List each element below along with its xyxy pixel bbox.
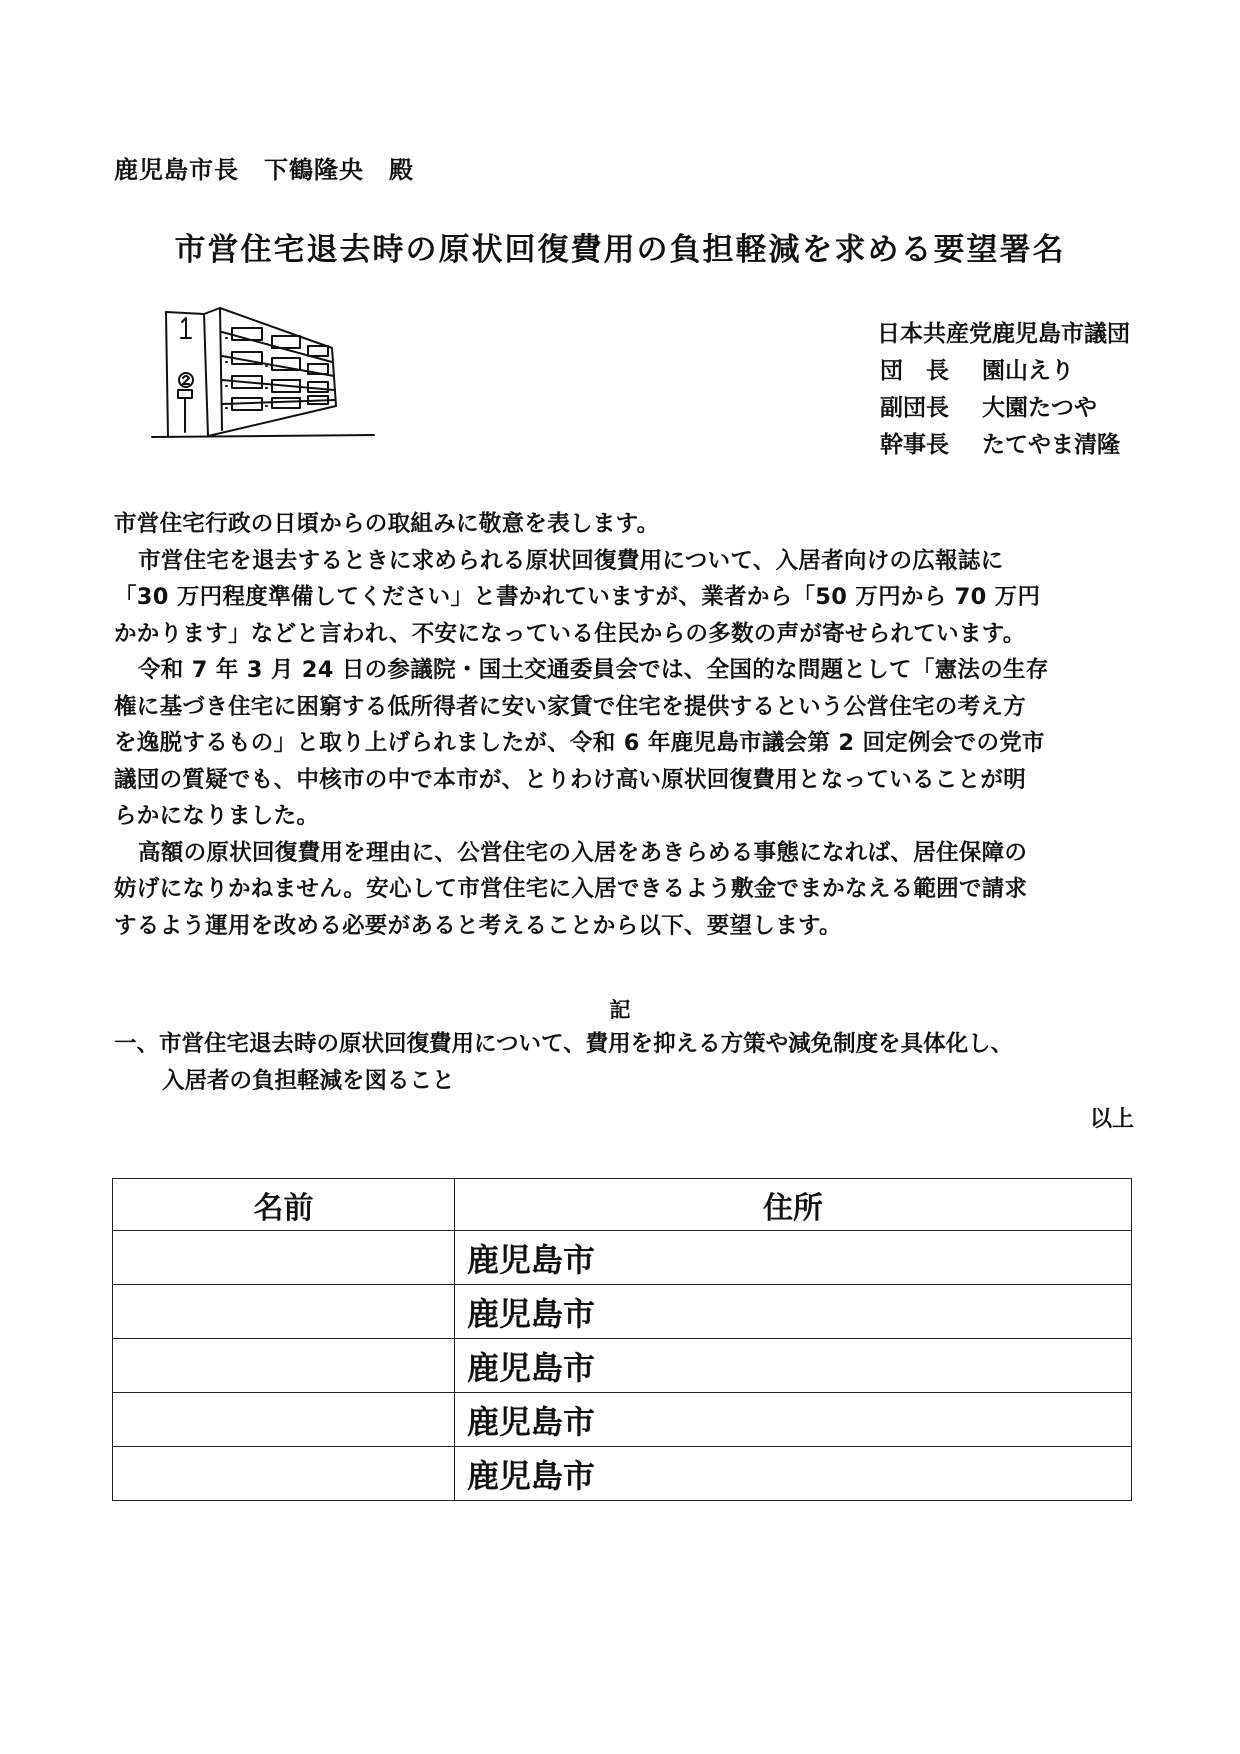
name-cell[interactable]	[113, 1447, 455, 1501]
apartment-building-icon	[148, 300, 384, 448]
addressee: 鹿児島市長 下鶴隆央 殿	[114, 156, 414, 184]
table-row	[113, 1447, 1132, 1501]
address-cell[interactable]: 鹿児島市	[455, 1393, 1132, 1447]
member-role: 団 長	[880, 358, 949, 384]
closing-mark: 以上	[1089, 1107, 1134, 1132]
page-title: 市営住宅退去時の原状回復費用の負担軽減を求める要望署名	[174, 232, 1066, 268]
organization-block	[830, 316, 1130, 464]
body-line: 高額の原状回復費用を理由に、公営住宅の入居をあきらめる事態になれば、居住保障の	[138, 839, 1028, 866]
body-line: らかになりました。	[114, 803, 320, 829]
address-cell[interactable]: 鹿児島市	[455, 1339, 1132, 1393]
request-item	[114, 1026, 1134, 1100]
request-line: 入居者の負担軽減を図ること	[162, 1068, 455, 1094]
body-line: するよう運用を改める必要があると考えることから以下、要望します。	[114, 912, 842, 939]
table-row	[113, 1393, 1132, 1447]
column-header-address: 住所	[455, 1179, 1132, 1231]
body-line: 妨げになりかねません。安心して市営住宅に入居できるよう敷金でまかなえる範囲で請求	[114, 876, 1028, 902]
name-cell[interactable]	[113, 1339, 455, 1393]
column-header-name: 名前	[113, 1179, 455, 1231]
member-name: 園山えり	[982, 358, 1074, 384]
body-line: 令和 7 年 3 月 24 日の参議院・国土交通委員会では、全国的な問題として「憲法の生存	[138, 657, 1049, 683]
organization-name: 日本共産党鹿児島市議団	[877, 321, 1130, 347]
body-line: 議団の質疑でも、中核市の中で本市が、とりわけ高い原状回復費用となっていることが明	[114, 766, 1027, 793]
name-cell[interactable]	[113, 1285, 455, 1339]
table-row	[113, 1231, 1132, 1285]
request-line: 一、市営住宅退去時の原状回復費用について、費用を抑える方策や減免制度を具体化し、	[114, 1031, 1014, 1057]
body-text	[114, 506, 1134, 944]
body-line: かかります」などと言われ、不安になっている住民からの多数の声が寄せられています。	[114, 620, 1026, 647]
table-row	[113, 1339, 1132, 1393]
member-row	[830, 427, 1130, 464]
name-cell[interactable]	[113, 1231, 455, 1285]
body-line: 市営住宅を退去するときに求められる原状回復費用について、入居者向けの広報誌に	[138, 547, 1004, 574]
body-line: 市営住宅行政の日頃からの取組みに敬意を表します。	[114, 511, 660, 537]
address-cell[interactable]: 鹿児島市	[455, 1447, 1132, 1501]
address-cell[interactable]: 鹿児島市	[455, 1231, 1132, 1285]
member-role: 幹事長	[880, 432, 949, 458]
member-row	[830, 353, 1130, 390]
signature-table	[112, 1178, 1132, 1501]
address-cell[interactable]: 鹿児島市	[455, 1285, 1132, 1339]
body-line: 権に基づき住宅に困窮する低所得者に安い家賃で住宅を提供するという公営住宅の考え方	[114, 693, 1027, 720]
table-row	[113, 1285, 1132, 1339]
body-line: 「30 万円程度準備してください」と書かれていますが、業者から「50 万円から 70 万円	[114, 584, 1041, 610]
member-role: 副団長	[880, 395, 949, 421]
member-name: 大園たつや	[982, 395, 1097, 421]
ki-marker: 記	[609, 998, 631, 1022]
member-name: たてやま清隆	[982, 432, 1120, 458]
body-line: を逸脱するもの」と取り上げられましたが、令和 6 年鹿児島市議会第 2 回定例会での党市	[114, 730, 1045, 756]
table-header-row	[113, 1179, 1132, 1231]
member-row	[830, 390, 1130, 427]
name-cell[interactable]	[113, 1393, 455, 1447]
